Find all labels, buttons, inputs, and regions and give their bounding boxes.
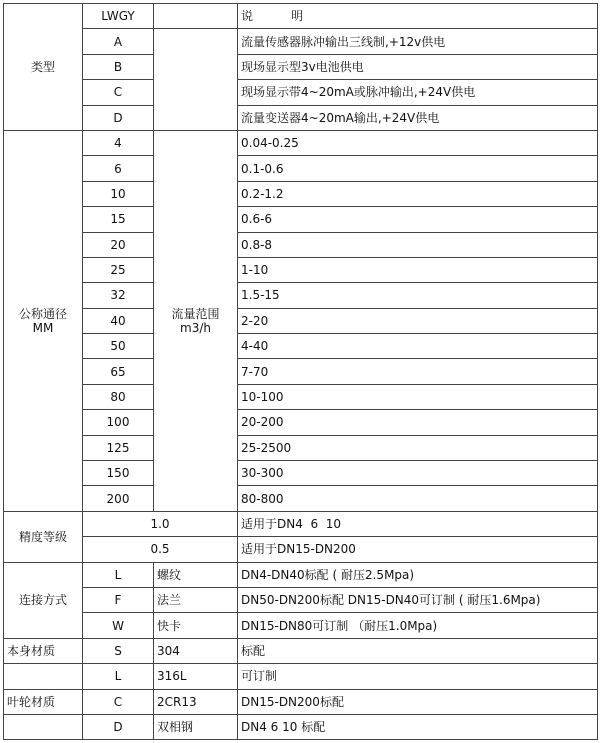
diameter-value: 50 [83, 334, 154, 359]
material-code: L [83, 664, 154, 689]
impeller-material-label: 叶轮材质 [4, 689, 83, 714]
flow-range-value: 1.5-15 [238, 283, 598, 308]
flow-range-value: 80-800 [238, 486, 598, 511]
connection-name: 法兰 [154, 587, 238, 612]
accuracy-grade: 0.5 [83, 537, 238, 562]
flow-range-value: 0.1-0.6 [238, 156, 598, 181]
flow-range-value: 0.2-1.2 [238, 181, 598, 206]
connection-description: DN15-DN80可订制 （耐压1.0Mpa) [238, 613, 598, 638]
connection-code: W [83, 613, 154, 638]
connection-label: 连接方式 [4, 562, 83, 638]
type-code: B [83, 54, 154, 79]
header-row [4, 4, 598, 29]
material-code: C [83, 689, 154, 714]
flow-range-value: 20-200 [238, 410, 598, 435]
accuracy-description: 适用于DN15-DN200 [238, 537, 598, 562]
empty-cell [4, 714, 83, 739]
type-row [4, 105, 598, 130]
connection-description: DN50-DN200标配 DN15-DN40可订制 ( 耐压1.6Mpa) [238, 587, 598, 612]
impeller-material-row [4, 689, 598, 714]
flow-range-value: 7-70 [238, 359, 598, 384]
diameter-value: 100 [83, 410, 154, 435]
diameter-row [4, 181, 598, 206]
flow-range-value: 30-300 [238, 461, 598, 486]
diameter-row [4, 130, 598, 155]
diameter-row [4, 334, 598, 359]
material-name: 316L [154, 664, 238, 689]
type-description: 流量变送器4~20mA输出,+24V供电 [238, 105, 598, 130]
flow-range-value: 1-10 [238, 257, 598, 282]
diameter-value: 20 [83, 232, 154, 257]
flow-range-value: 4-40 [238, 334, 598, 359]
diameter-row [4, 308, 598, 333]
body-material-label: 本身材质 [4, 638, 83, 663]
material-description: 可订制 [238, 664, 598, 689]
flow-range-label-text: 流量范围 [171, 306, 220, 321]
flow-range-label [154, 130, 238, 511]
flow-range-value: 0.6-6 [238, 207, 598, 232]
diameter-value: 4 [83, 130, 154, 155]
diameter-row [4, 283, 598, 308]
diameter-row [4, 461, 598, 486]
flow-range-value: 2-20 [238, 308, 598, 333]
material-code: D [83, 714, 154, 739]
material-name: 双相钢 [154, 714, 238, 739]
diameter-value: 125 [83, 435, 154, 460]
connection-row [4, 587, 598, 612]
diameter-value: 15 [83, 207, 154, 232]
type-code: D [83, 105, 154, 130]
diameter-value: 25 [83, 257, 154, 282]
connection-row [4, 613, 598, 638]
connection-row [4, 562, 598, 587]
diameter-row [4, 232, 598, 257]
material-description: 标配 [238, 638, 598, 663]
material-name: 2CR13 [154, 689, 238, 714]
diameter-row [4, 359, 598, 384]
diameter-value: 40 [83, 308, 154, 333]
empty-cell [4, 664, 83, 689]
type-description: 现场显示带4~20mA或脉冲输出,+24V供电 [238, 80, 598, 105]
diameter-row [4, 156, 598, 181]
material-name: 304 [154, 638, 238, 663]
diameter-value: 6 [83, 156, 154, 181]
diameter-value: 80 [83, 384, 154, 409]
flow-range-unit: m3/h [180, 320, 211, 335]
impeller-material-row [4, 714, 598, 739]
diameter-row [4, 207, 598, 232]
flow-range-value: 0.8-8 [238, 232, 598, 257]
type-description: 现场显示型3v电池供电 [238, 54, 598, 79]
accuracy-label: 精度等级 [4, 511, 83, 562]
spec-table [3, 3, 598, 740]
accuracy-grade: 1.0 [83, 511, 238, 536]
diameter-row [4, 435, 598, 460]
diameter-row [4, 486, 598, 511]
diameter-value: 200 [83, 486, 154, 511]
accuracy-row [4, 511, 598, 536]
description-header: 说 明 [238, 4, 598, 29]
connection-code: L [83, 562, 154, 587]
type-code: C [83, 80, 154, 105]
diameter-value: 65 [83, 359, 154, 384]
material-code: S [83, 638, 154, 663]
accuracy-row [4, 537, 598, 562]
diameter-value: 10 [83, 181, 154, 206]
flow-range-value: 25-2500 [238, 435, 598, 460]
diameter-label [4, 130, 83, 511]
diameter-row [4, 384, 598, 409]
connection-description: DN4-DN40标配 ( 耐压2.5Mpa) [238, 562, 598, 587]
diameter-row [4, 257, 598, 282]
diameter-unit: MM [32, 320, 54, 335]
model-code: LWGY [83, 4, 154, 29]
flow-range-value: 0.04-0.25 [238, 130, 598, 155]
type-code: A [83, 29, 154, 54]
body-material-row [4, 638, 598, 663]
material-description: DN4 6 10 标配 [238, 714, 598, 739]
type-row [4, 29, 598, 54]
diameter-row [4, 410, 598, 435]
connection-name: 快卡 [154, 613, 238, 638]
type-row [4, 80, 598, 105]
type-label: 类型 [4, 4, 83, 131]
connection-code: F [83, 587, 154, 612]
type-row [4, 54, 598, 79]
material-description: DN15-DN200标配 [238, 689, 598, 714]
connection-name: 螺纹 [154, 562, 238, 587]
header-empty [154, 4, 238, 29]
body-material-row [4, 664, 598, 689]
accuracy-description: 适用于DN4 6 10 [238, 511, 598, 536]
type-empty-cell [154, 29, 238, 131]
diameter-value: 32 [83, 283, 154, 308]
flow-range-value: 10-100 [238, 384, 598, 409]
type-description: 流量传感器脉冲输出三线制,+12v供电 [238, 29, 598, 54]
diameter-label-text: 公称通径 [18, 306, 67, 321]
diameter-value: 150 [83, 461, 154, 486]
